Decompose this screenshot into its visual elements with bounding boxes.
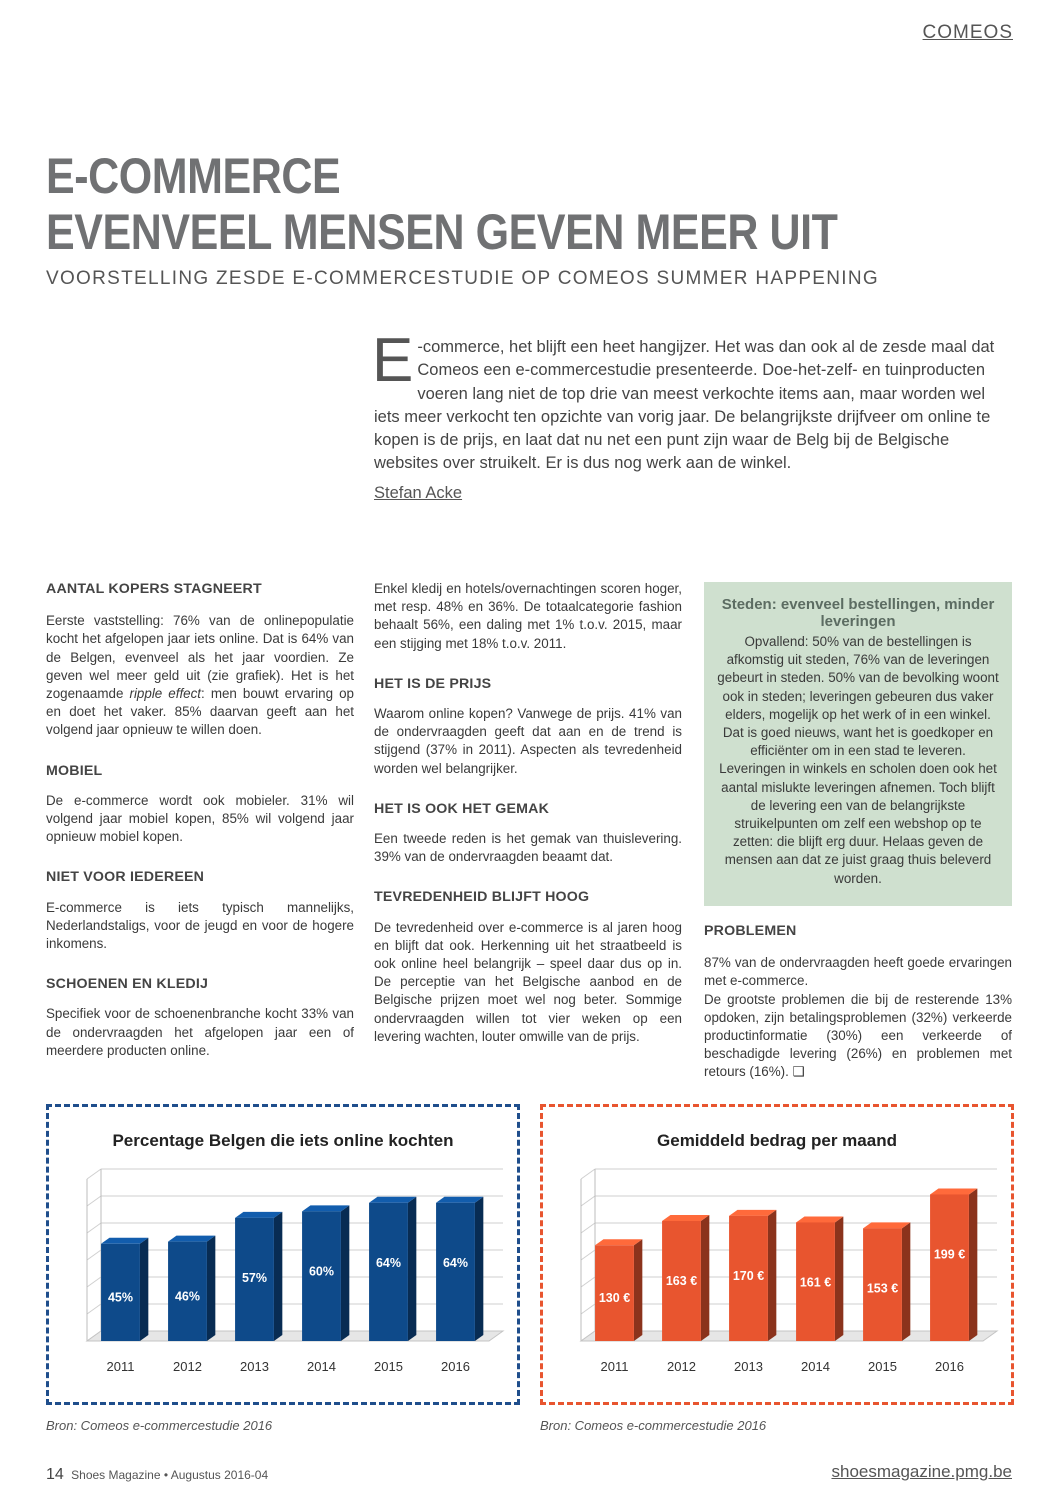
paragraph: De tevredenheid over e-commerce is al jaren hoog en blijft dat ook. Herkenning uit het straatbeeld is ook online heel belangrijk – speel daar dus op in. De perceptie van het Belgische aanbod en de Belgische prijzen moet wel nog beter. Sommige ondervraagden willen tot vier weken op een levering wachten, louter omwille van de prijs. (374, 919, 682, 1044)
category-label: 2016 (441, 1359, 470, 1374)
paragraph: Waarom online kopen? Vanwege de prijs. 41% van de ondervraagden geeft dat aan en de trend is stijgend (37% in 2011). Aspecten als tevredenheid worden wel belangrijker. (374, 706, 682, 776)
gridline-side (581, 1196, 595, 1206)
gridline-side (87, 1223, 101, 1233)
intro-dropcap: E (372, 326, 414, 395)
category-label: 2014 (801, 1359, 830, 1374)
intro-paragraph (372, 326, 1014, 476)
bar-side (902, 1222, 910, 1341)
chart-source: Bron: Comeos e-commercestudie 2016 (46, 1418, 273, 1433)
data-label: 170 € (732, 1268, 765, 1283)
chart-title: Gemiddeld bedrag per maand (657, 1131, 897, 1150)
data-label: 163 € (665, 1273, 698, 1288)
page-subtitle: VOORSTELLING ZESDE E-COMMERCESTUDIE OP COMEOS SUMMER HAPPENING (46, 268, 879, 289)
column-2 (374, 580, 682, 1046)
gridline-side (581, 1304, 595, 1314)
heading-mobiel: MOBIEL (46, 762, 103, 779)
category-label: 2012 (173, 1359, 202, 1374)
author-name: Stefan Acke (374, 484, 463, 502)
bar (436, 1203, 475, 1341)
gridline-side (87, 1277, 101, 1287)
text-run: Eerste vaststelling: 76% van de onlinepopulatie kocht het afgelopen jaar iets online. Dat is 64% van de Belgen, evenveel als het jaar voordien. Ze geven wel meer geld uit (zie grafiek). Het is het zogenaamde (46, 613, 354, 702)
heading-het-gemak: HET IS OOK HET GEMAK (374, 800, 550, 817)
end-mark-icon: ❑ (792, 1064, 805, 1080)
heading-niet-voor-iedereen: NIET VOOR IEDEREEN (46, 869, 205, 886)
paragraph: Specifiek voor de schoenenbranche kocht 33% van de ondervraagden het afgelopen jaar een of meerdere producten online. (46, 1006, 354, 1058)
chart-monthly-amount (540, 1104, 1014, 1405)
category-label: 2011 (600, 1359, 629, 1374)
gridline-side (581, 1250, 595, 1260)
bar-side (969, 1188, 977, 1341)
text-run: : men bouwt ervaring op en doet het vaker. 85% daarvan geeft aan het volgend jaar opnieuw te willen doen. (46, 686, 355, 738)
gridline-side (581, 1223, 595, 1233)
bar-side (634, 1239, 642, 1341)
bar-side (140, 1238, 148, 1341)
gridline-side (87, 1196, 101, 1206)
category-label: 2015 (374, 1359, 403, 1374)
text-emphasis: ripple effect (129, 686, 202, 702)
heading-aantal-kopers: AANTAL KOPERS STAGNEERT (46, 581, 262, 597)
category-label: 2012 (667, 1359, 696, 1374)
intro-text: -commerce, het blijft een heet hangijzer. Het was dan ook al de zesde maal dat Comeos een e-commercestudie presenteerde. Doe-het-zelf- en tuinproducten voeren lang niet de top drie van meest verkochte items aan, maar worden wel iets meer verkocht ten opzichte van vorig jaar. De belangrijkste drijfveer om online te kopen is de prijs, en laat dat nu net een punt zijn waar de Belg bij de Belgische websites over struikelt. Er is dus nog werk aan de winkel. (374, 338, 995, 473)
sidebar-title: Steden: evenveel bestellingen, minder leveringen (721, 596, 995, 630)
sidebar-text: Opvallend: 50% van de bestellingen is afkomstig uit steden, 76% van de leveringen gebeurt in steden. 50% van de bevolking woont ook in steden; leveringen gebeuren dus vaker elders, mogelijk op het werk of in een winkel. Dat is goed nieuws, want het is goedkoper en efficiënter om in een stad te leveren. Leveringen in winkels en scholen doen ook het aantal mislukte leveringen afnemen. Toch blijft de levering een van de belangrijkste struikelpunten om zelf een webshop op te zetten: die blijft erg duur. Helaas geven de mensen aan dat ze juist graag thuis beleverd worden. (717, 634, 999, 886)
title-line-1: E-COMMERCE (46, 148, 341, 204)
data-label: 60% (308, 1264, 335, 1279)
data-label: 46% (174, 1289, 201, 1304)
gridline-side (581, 1169, 595, 1179)
paragraph: 87% van de ondervraagden heeft goede ervaringen met e-commerce. (704, 955, 1012, 989)
data-label: 64% (442, 1255, 469, 1270)
publication-name: Shoes Magazine • Augustus 2016-04 (71, 1468, 269, 1482)
category-label: 2016 (935, 1359, 964, 1374)
data-label: 64% (375, 1255, 402, 1270)
paragraph: Een tweede reden is het gemak van thuislevering. 39% van de ondervraagden beaamt dat. (374, 831, 682, 865)
bar (369, 1203, 408, 1341)
heading-schoenen-en-kledij: SCHOENEN EN KLEDIJ (46, 976, 209, 993)
column-1 (46, 580, 354, 1060)
paragraph: E-commerce is iets typisch mannelijks, Nederlandstaligs, voor de jeugd en voor de hogere inkomens. (46, 899, 354, 952)
brand-label: COMEOS (922, 22, 1013, 43)
chart-svg (543, 1107, 1011, 1402)
data-label: 161 € (799, 1275, 832, 1290)
chart-svg (49, 1107, 517, 1402)
gridline-side (581, 1277, 595, 1287)
column-3 (704, 922, 1012, 1082)
category-label: 2013 (240, 1359, 269, 1374)
text-run: De grootste problemen die bij de resterende 13% opdoken, zijn betalingsproblemen (32%) verkeerde productinformatie (30%) een verkeerde of beschadigde levering (26%) en problemen met retours (16%). (704, 991, 1012, 1080)
data-label: 45% (107, 1290, 134, 1305)
bar-side (274, 1212, 282, 1341)
title-line-2: EVENVEEL MENSEN GEVEN MEER UIT (46, 204, 838, 260)
bar-side (207, 1236, 215, 1341)
paragraph: De e-commerce wordt ook mobieler. 31% wil volgend jaar mobiel kopen, 85% wil volgend jaar opnieuw mobiel kopen. (46, 792, 354, 845)
bar-side (701, 1215, 709, 1341)
chart-title: Percentage Belgen die iets online kochten (112, 1131, 454, 1150)
heading-tevredenheid: TEVREDENHEID BLIJFT HOOG (374, 889, 590, 906)
heading-het-is-de-prijs: HET IS DE PRIJS (374, 675, 492, 692)
paragraph (46, 612, 354, 739)
chart-source: Bron: Comeos e-commercestudie 2016 (540, 1418, 767, 1433)
category-label: 2014 (307, 1359, 336, 1374)
chart-online-buyers (46, 1104, 520, 1405)
bar-side (768, 1210, 776, 1341)
page-number: 14 (46, 1466, 64, 1483)
heading-problemen: PROBLEMEN (704, 923, 797, 939)
data-label: 199 € (933, 1247, 966, 1262)
gridline-side (87, 1169, 101, 1179)
sidebar-box (704, 582, 1012, 906)
paragraph: Enkel kledij en hotels/overnachtingen scoren hoger, met resp. 48% en 36%. De totaalcategorie fashion behaalt 56%, een daling met 1% t.o.v. 2015, maar een stijging met 18% t.o.v. 2011. (374, 581, 682, 651)
bar-side (835, 1216, 843, 1341)
category-label: 2011 (106, 1359, 135, 1374)
page-title (46, 148, 838, 260)
footer-publication (46, 1466, 268, 1484)
bar-side (341, 1205, 349, 1341)
data-label: 130 € (598, 1290, 631, 1305)
category-label: 2013 (734, 1359, 763, 1374)
gridline-side (87, 1304, 101, 1314)
category-label: 2015 (868, 1359, 897, 1374)
bar-side (408, 1197, 416, 1341)
data-label: 57% (241, 1270, 268, 1285)
paragraph (704, 991, 1012, 1082)
gridline-side (87, 1250, 101, 1260)
bar (930, 1194, 969, 1341)
data-label: 153 € (866, 1281, 899, 1296)
footer-url-link[interactable]: shoesmagazine.pmg.be (831, 1462, 1012, 1481)
bar-side (475, 1197, 483, 1341)
